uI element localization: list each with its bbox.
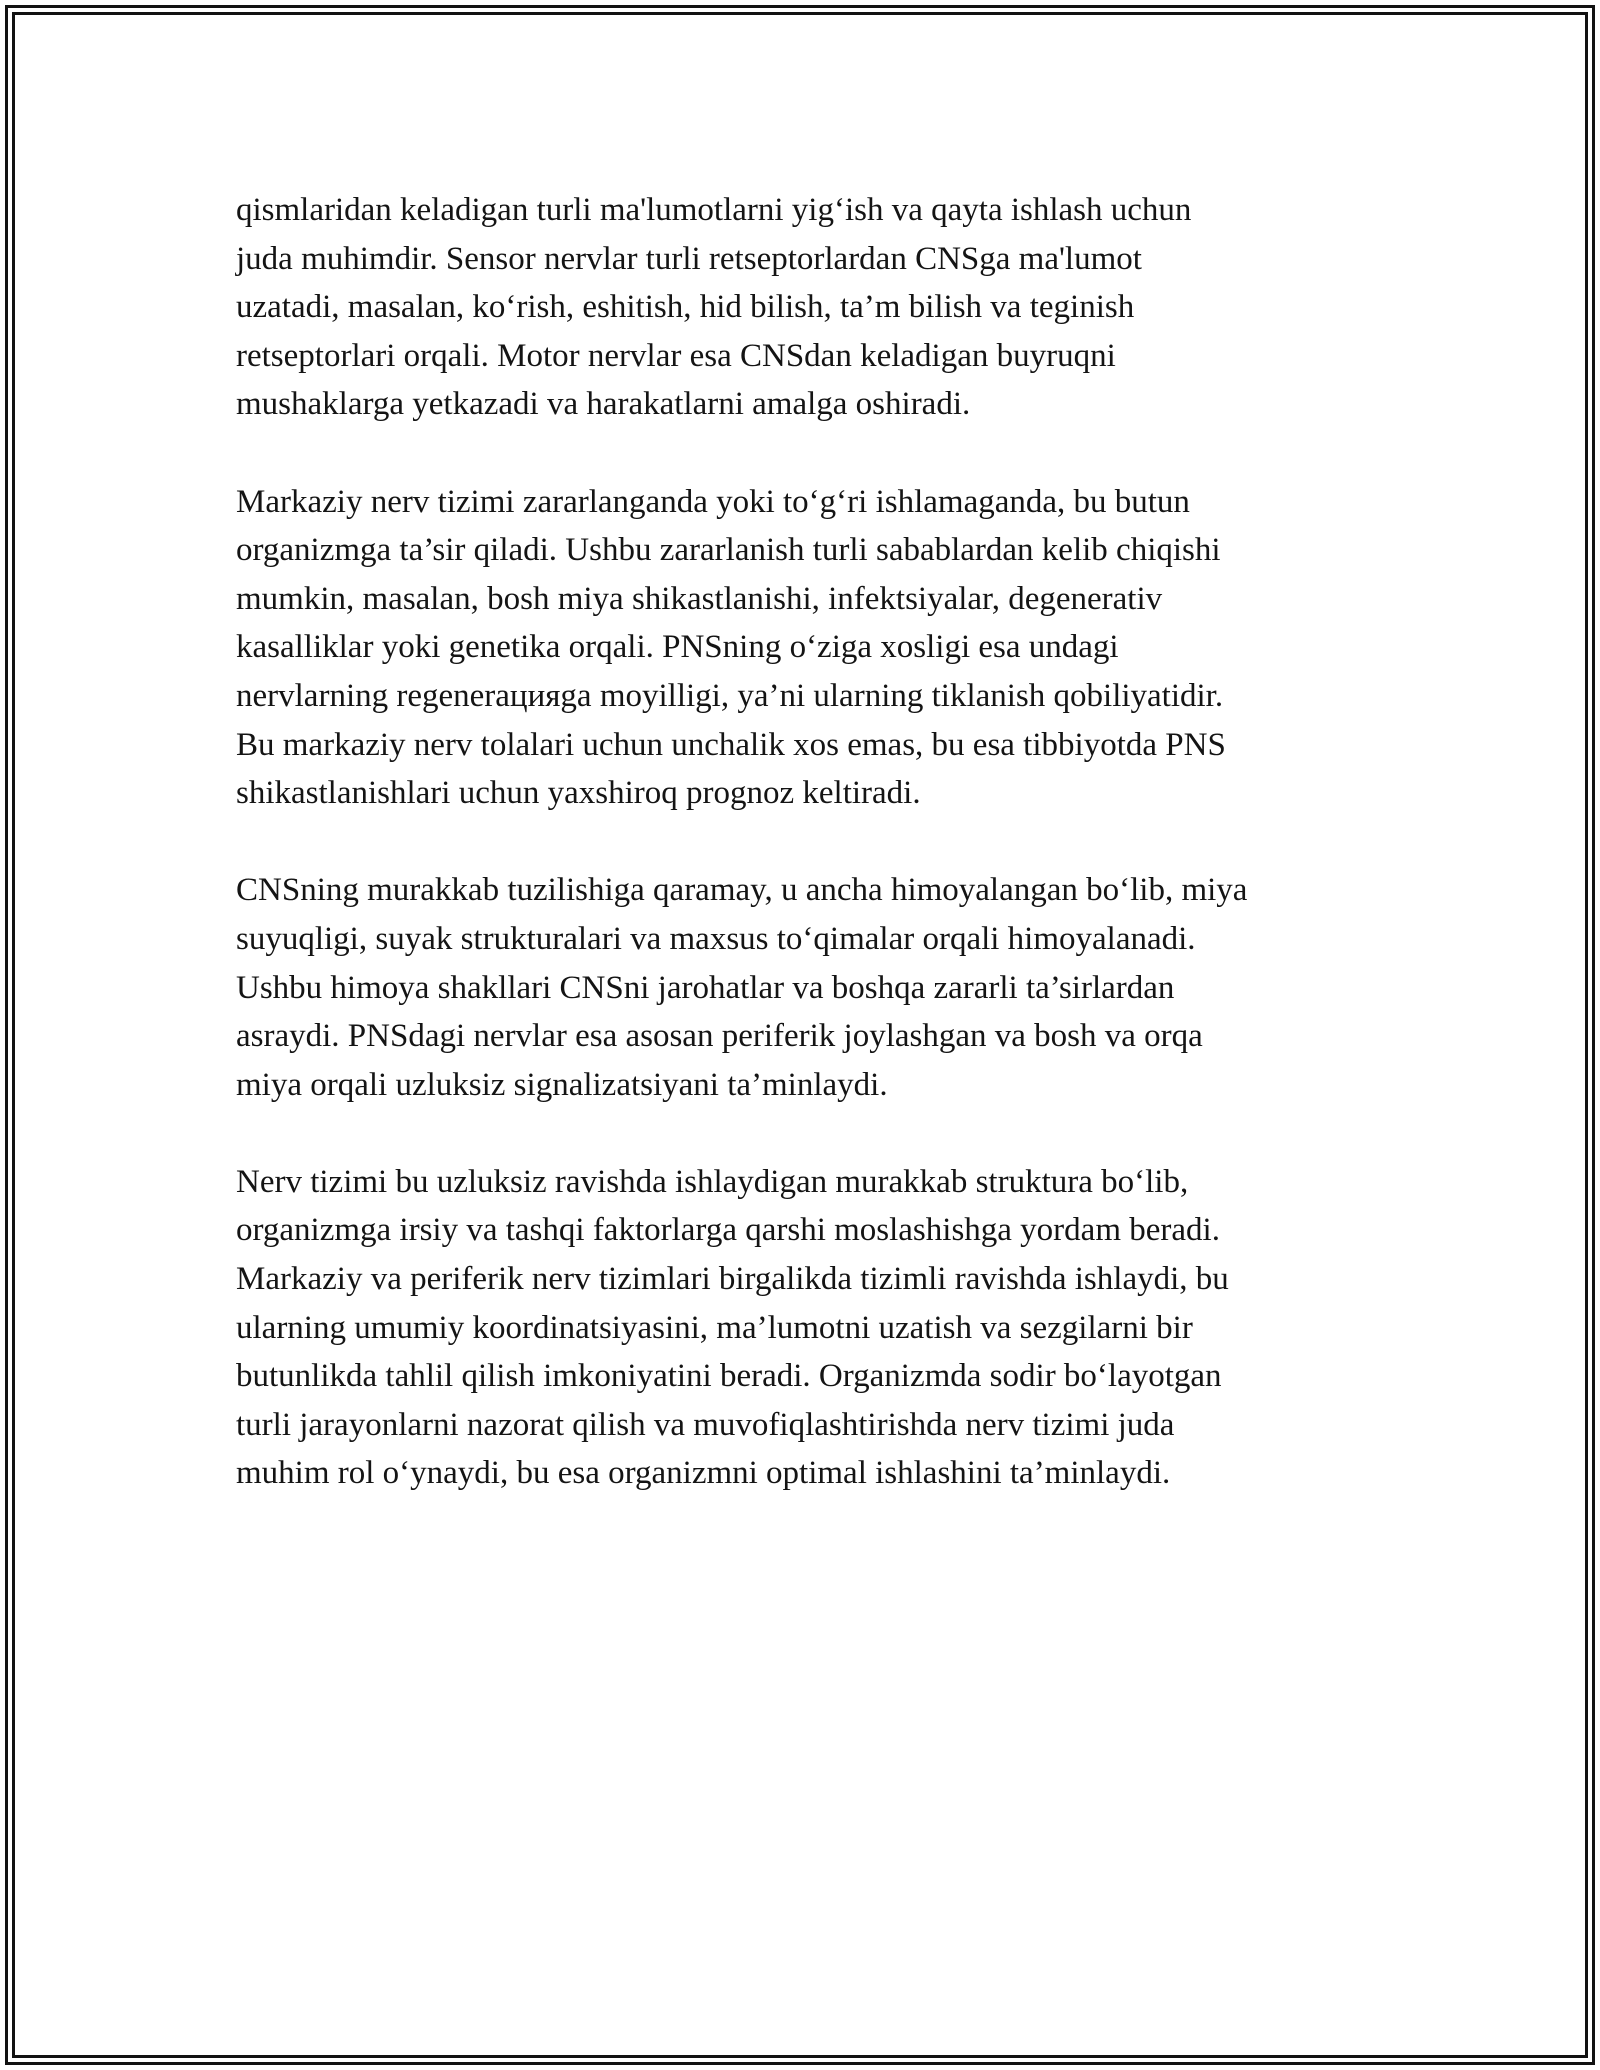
paragraph-3: CNSning murakkab tuzilishiga qaramay, u ancha himoyalangan bo‘lib, miya suyuqligi, suyak strukturalari va maxsus to‘qimalar orqali himoyalanadi. Ushbu himoya shakllari CNSni jarohatlar va boshqa zararli ta’sirlardan asraydi. PNSdagi nervlar esa asosan periferik joylashgan va bosh va orqa miya orqali uzluksiz signalizatsiyani ta’minlaydi. (236, 872, 1248, 1103)
paragraph-1: qismlaridan keladigan turli ma'lumotlarni yig‘ish va qayta ishlash uchun juda muhimdir. Sensor nervlar turli retseptorlardan CNSga ma'lumot uzatadi, masalan, ko‘rish, eshitish, hid bilish, ta’m bilish va teginish retseptorlari orqali. Motor nervlar esa CNSdan keladigan buyruqni mushaklarga yetkazadi va harakatlarni amalga oshiradi. (236, 192, 1192, 423)
paragraph-4: Nerv tizimi bu uzluksiz ravishda ishlaydigan murakkab struktura bo‘lib, organizmga irsiy va tashqi faktorlarga qarshi moslashishga yordam beradi. Markaziy va periferik nerv tizimlari birgalikda tizimli ravishda ishlaydi, bu ularning umumiy koordinatsiyasini, ma’lumotni uzatish va sezgilarni bir butunlikda tahlil qilish imkoniyatini beradi. Organizmda sodir bo‘layotgan turli jarayonlarni nazorat qilish va muvofiqlashtirishda nerv tizimi juda muhim rol o‘ynaydi, bu esa organizmni optimal ishlashini ta’minlaydi. (236, 1163, 1229, 1492)
paragraph-2: Markaziy nerv tizimi zararlanganda yoki to‘g‘ri ishlamaganda, bu butun organizmga ta’sir qiladi. Ushbu zararlanish turli sabablardan kelib chiqishi mumkin, masalan, bosh miya shikastlanishi, infektsiyalar, degenerativ kasalliklar yoki genetika orqali. PNSning o‘ziga xosligi esa undagi nervlarning regeneraцияga moyilligi, ya’ni ularning tiklanish qobiliyatidir. Bu markaziy nerv tolalari uchun unchalik xos emas, bu esa tibbiyotda PNS shikastlanishlari uchun yaxshiroq prognoz keltiradi. (236, 483, 1226, 812)
document-body (236, 186, 1386, 1547)
